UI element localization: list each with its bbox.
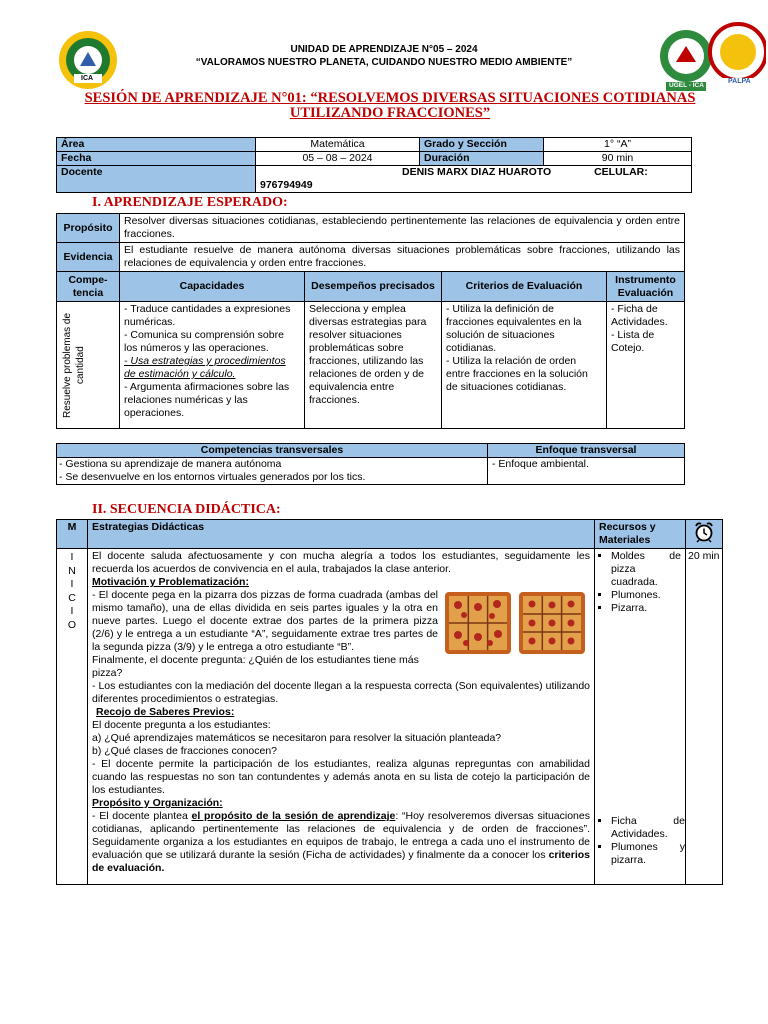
unit-title: UNIDAD DE APRENDIZAJE N°05 – 2024: [290, 44, 478, 55]
moment-letter: I: [70, 551, 74, 563]
capacidad-3: - Usa estrategias y procedimientos de estimación y cálculo.: [124, 355, 286, 380]
prop-text-c: : “Hoy resolveremos diversas situaciones cotidianas, aplicando pertinentemente las relaciones de equivalencia y de orden de fracciones”. Seguidamente organiza a los estudiantes en equipos de trabajo, le entrega a cada uno el instrumento de evaluación que se utilizará durante la sesión (Ficha de actividades) y finalmente da a conocer los: [92, 810, 590, 861]
session-title-line1: SESIÓN DE APRENDIZAJE N°01: “RESOLVEMOS DIVERSAS SITUACIONES COTIDIANAS: [84, 90, 696, 106]
tiempo-text: 20 min: [686, 549, 723, 885]
recojo-intro: El docente pregunta a los estudiantes:: [92, 719, 271, 731]
prop-text-a: - El docente plantea: [92, 810, 192, 822]
transversal-item-2: - Se desenvuelve en los entornos virtuales generados por los tics.: [59, 471, 366, 483]
recojo-title: Recojo de Saberes Previos:: [96, 706, 235, 718]
logo-right-text: PALPA: [728, 78, 751, 85]
grado-value: 1° “A”: [544, 138, 692, 152]
recojo-question-b: b) ¿Qué clases de fracciones conocen?: [92, 745, 278, 757]
recursos-list-1: [599, 550, 681, 615]
info-table: [56, 137, 692, 193]
section1-title: I. APRENDIZAJE ESPERADO:: [92, 195, 288, 210]
recursos-cell: [595, 549, 686, 885]
docente-value: DENIS MARX DIAZ HUAROTO: [402, 166, 552, 178]
recojo-text: - El docente permite la participación de los estudiantes, realiza algunas repreguntas con amabilidad cuando las respuestas no son tan contundentes y además anota en su lista de cotejo la participación de los estudiantes.: [92, 758, 590, 796]
aprendizaje-table: [56, 213, 685, 429]
session-title-line2: UTILIZANDO FRACCIONES”: [289, 105, 491, 121]
prop-text-d: criterios de evaluación.: [92, 849, 590, 874]
col-competencia: Compe-tencia: [57, 272, 120, 302]
capacidad-2: - Comunica su comprensión sobre los números y las operaciones.: [124, 329, 284, 354]
col-capacidades: Capacidades: [120, 272, 305, 302]
pregunta-text: Finalmente, el docente pregunta: ¿Quién de los estudiantes tiene más pizza?: [92, 654, 419, 679]
evidencia-label: Evidencia: [57, 243, 120, 272]
col-competencias-transversales: Competencias transversales: [57, 444, 488, 458]
moment-letter: I: [70, 605, 74, 617]
recurso-item: ▪ Pizarra.: [611, 602, 681, 615]
recurso-item: ▪ Moldes de pizza cuadrada.: [611, 550, 681, 589]
col-enfoque-transversal: Enfoque transversal: [488, 444, 685, 458]
competencia-cell: [57, 302, 120, 429]
enfoque-text: - Enfoque ambiental.: [488, 458, 685, 485]
recurso-item: ▪ Plumones.: [611, 589, 681, 602]
alarm-clock-icon: [694, 521, 714, 543]
secuencia-table: [56, 519, 723, 885]
transversal-table: [56, 443, 685, 485]
instrumento-2: - Lista de Cotejo.: [611, 329, 655, 354]
criterio-1: - Utiliza la definición de fracciones equivalentes en la solución de situaciones cotidianas.: [446, 303, 582, 354]
duracion-label: Duración: [420, 152, 544, 166]
col-m: M: [57, 520, 88, 549]
area-value: Matemática: [256, 138, 420, 152]
competencia-text: Resuelve problemas de cantidad: [62, 312, 86, 418]
recurso-item: ▪ Ficha de Actividades.: [611, 815, 685, 841]
recursos-list-2: [599, 815, 685, 867]
transversal-items: [57, 458, 488, 485]
intro-text: El docente saluda afectuosamente y con mucha alegría a todos los estudiantes, seguidamente les recuerda los acuerdos de convivencia en el aula, trabajados la clase anterior.: [92, 550, 590, 575]
estrategias-cell: [88, 549, 595, 885]
fecha-label: Fecha: [57, 152, 256, 166]
col-desempenos: Desempeños precisados: [305, 272, 442, 302]
desempeno-text: Selecciona y emplea diversas estrategias para resolver situaciones problemáticas sobre fracciones, utilizando las relaciones de orden y de equivalencia entre fracciones.: [305, 302, 442, 429]
col-instrumento: Instrumento Evaluación: [607, 272, 685, 302]
duracion-value: 90 min: [544, 152, 692, 166]
moment-letter: N: [68, 564, 76, 577]
col-recursos: Recursos y Materiales: [595, 520, 686, 549]
proposito-label: Propósito: [57, 214, 120, 243]
motivacion-text: - El docente pega en la pizarra dos pizzas de forma cuadrada (ambas del mismo tamaño), una de ellas dividida en seis partes iguales y la otra en nueve partes. Luego el docente extrae dos partes de la primera pizza (2/6) y le entrega a un estudiante “A”, seguidamente extrae tres partes de la segunda pizza (3/9) y le entrega a otro estudiante “B”.: [92, 589, 438, 653]
moment-letter: C: [68, 591, 76, 604]
transversal-item-1: - Gestiona su aprendizaje de manera autónoma: [59, 458, 282, 470]
ugel-logo-text: UGEL - ICA: [669, 82, 704, 89]
logo-left-text: ICA: [81, 75, 94, 82]
proposito-title: Propósito y Organización:: [92, 797, 223, 809]
evidencia-text: El estudiante resuelve de manera autónoma diversas situaciones problemáticas sobre fracciones, utilizando las relaciones de equivalencia y orden entre fracciones.: [120, 243, 685, 272]
recurso-item: ▪ Plumones y pizarra.: [611, 841, 685, 867]
moment-letter: I: [70, 578, 74, 590]
capacidad-4: - Argumenta afirmaciones sobre las relaciones numéricas y las operaciones.: [124, 381, 290, 419]
session-title: [60, 91, 720, 121]
recojo-question-a: a) ¿Qué aprendizajes matemáticos se necesitaron para resolver la situación planteada?: [92, 732, 502, 744]
mediacion-text: - Los estudiantes con la mediación del docente llegan a la respuesta correcta (Son equivalentes) utilizando diferentes procedimientos o estrategias.: [92, 680, 590, 705]
celular-value: CELULAR: 976794949: [260, 166, 648, 191]
instrumento-1: - Ficha de Actividades.: [611, 303, 668, 328]
motivacion-title: Motivación y Problematización:: [92, 576, 249, 588]
moment-letter: O: [67, 618, 77, 631]
pizza-images: [444, 591, 590, 657]
fecha-value: 05 – 08 – 2024: [256, 152, 420, 166]
clock-cell: [686, 520, 723, 549]
prop-text-b: el propósito de la sesión de aprendizaje: [191, 810, 396, 822]
section2-title: II. SECUENCIA DIDÁCTICA:: [92, 502, 281, 517]
criterio-2: - Utiliza la relación de orden entre fracciones en la solución de situaciones cotidianas.: [446, 355, 588, 393]
proposito-paragraph: [92, 810, 590, 875]
pizza-nine-parts-image: [518, 591, 586, 655]
docente-label: Docente: [57, 166, 256, 193]
col-estrategias: Estrategias Didácticas: [88, 520, 595, 549]
proposito-text: Resolver diversas situaciones cotidianas, estableciendo pertinentemente las relaciones de equivalencia y orden entre fracciones.: [120, 214, 685, 243]
area-label: Área: [57, 138, 256, 152]
pizza-six-parts-image: [444, 591, 512, 655]
moment-cell: [57, 549, 88, 885]
instrumento-cell: [607, 302, 685, 429]
capacidades-cell: [120, 302, 305, 429]
col-criterios: Criterios de Evaluación: [442, 272, 607, 302]
criterios-cell: [442, 302, 607, 429]
grado-label: Grado y Sección: [420, 138, 544, 152]
unit-motto: “VALORAMOS NUESTRO PLANETA, CUIDANDO NUESTRO MEDIO AMBIENTE”: [195, 57, 573, 68]
capacidad-1: - Traduce cantidades a expresiones numéricas.: [124, 303, 291, 328]
docente-row: [256, 166, 692, 193]
